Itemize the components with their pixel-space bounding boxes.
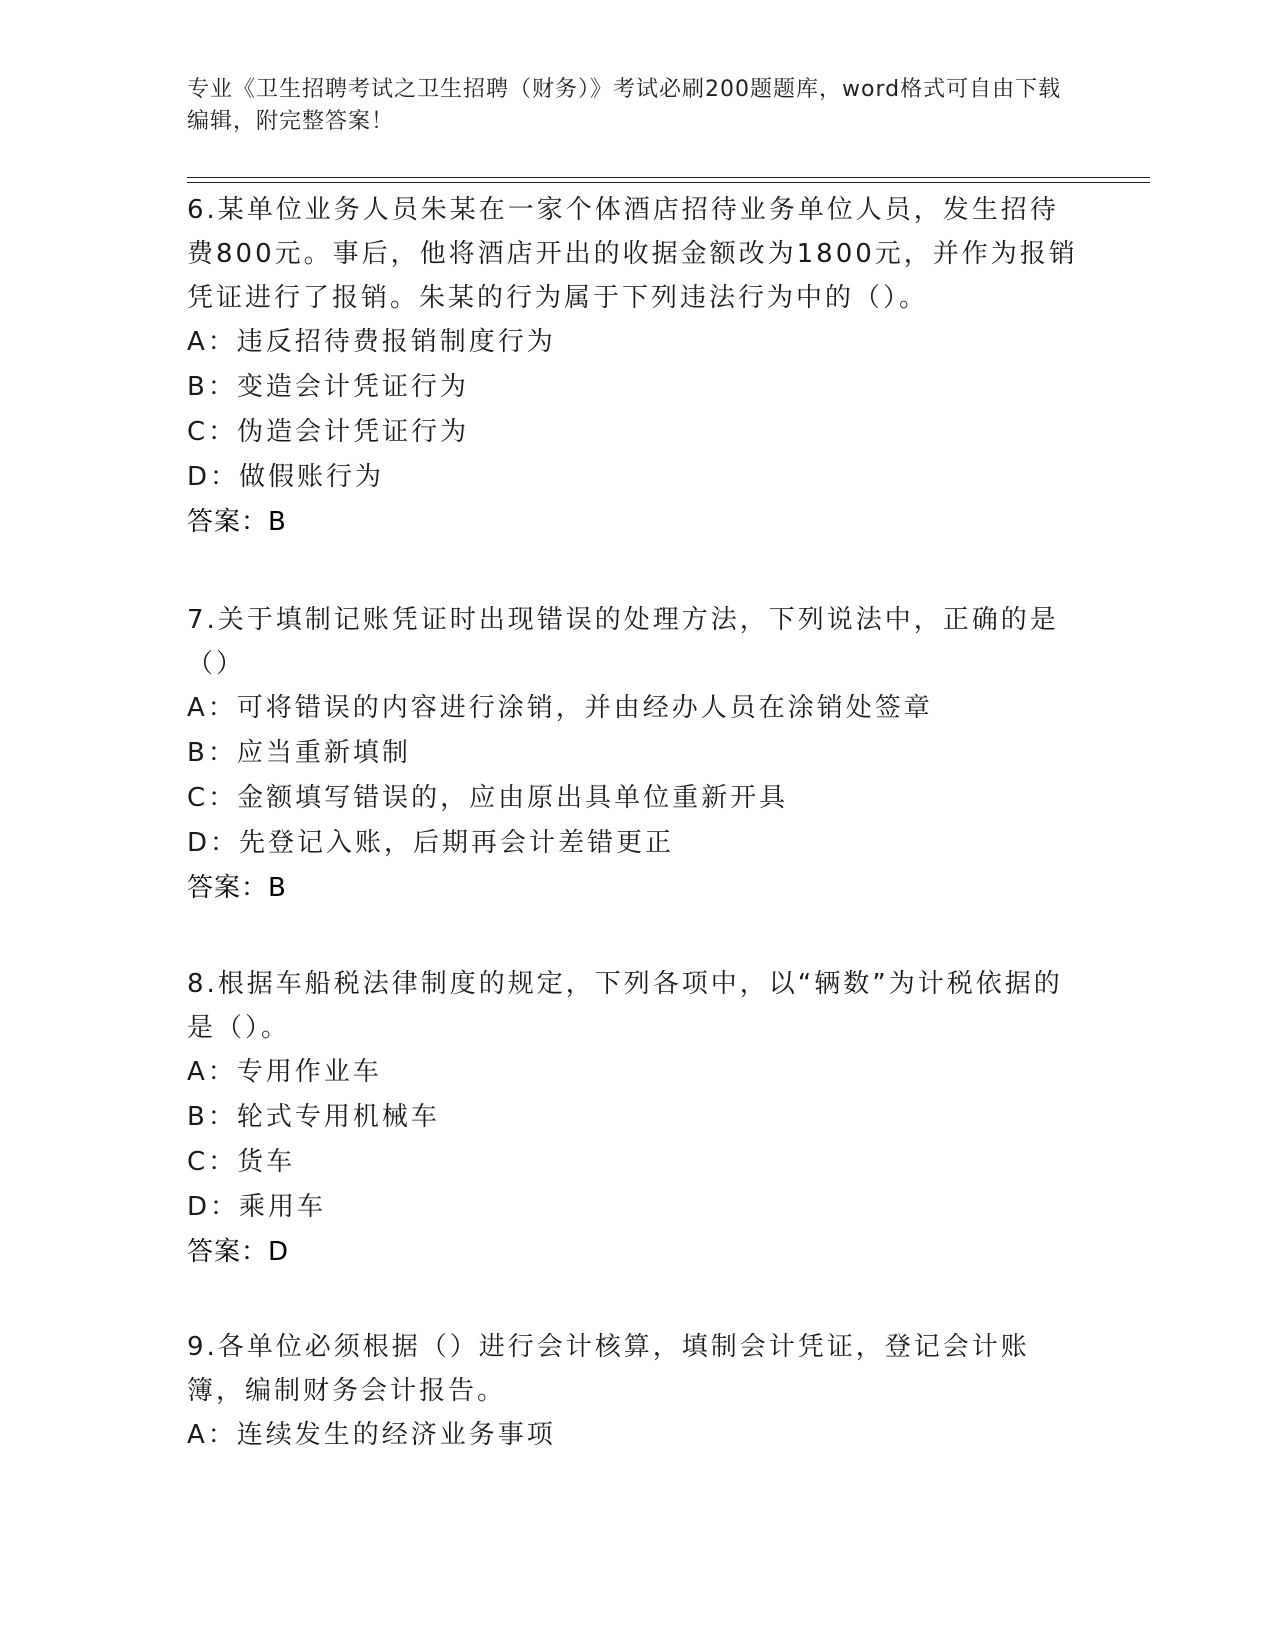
option-b: B：应当重新填制 xyxy=(187,738,411,768)
header-rule-top xyxy=(187,177,1150,178)
question-6 xyxy=(187,188,1087,545)
option-b: B：变造会计凭证行为 xyxy=(187,372,469,402)
question-7 xyxy=(187,598,1087,911)
question-8 xyxy=(187,962,1087,1275)
answer: 答案：B xyxy=(187,873,287,903)
question-stem: 9.各单位必须根据（）进行会计核算，填制会计凭证，登记会计账簿，编制财务会计报告。 xyxy=(187,1332,1030,1406)
document-title: 专业《卫生招聘考试之卫生招聘（财务）》考试必刷200题题库，word格式可自由下载编辑，附完整答案！ xyxy=(187,77,1062,134)
option-d: D：乘用车 xyxy=(187,1192,327,1222)
option-c: C：伪造会计凭证行为 xyxy=(187,417,470,447)
header-rule-bottom xyxy=(187,182,1150,183)
option-d: D：做假账行为 xyxy=(187,462,385,492)
answer: 答案：B xyxy=(187,507,287,537)
question-stem: 7.关于填制记账凭证时出现错误的处理方法，下列说法中，正确的是（） xyxy=(187,605,1059,679)
question-stem: 8.根据车船税法律制度的规定，下列各项中，以“辆数”为计税依据的是（）。 xyxy=(187,969,1063,1043)
question-9 xyxy=(187,1325,1087,1458)
option-d: D：先登记入账，后期再会计差错更正 xyxy=(187,828,675,858)
option-b: B：轮式专用机械车 xyxy=(187,1102,440,1132)
answer: 答案：D xyxy=(187,1237,290,1267)
option-c: C：金额填写错误的，应由原出具单位重新开具 xyxy=(187,783,789,813)
option-a: A：连续发生的经济业务事项 xyxy=(187,1420,556,1450)
option-a: A：可将错误的内容进行涂销，并由经办人员在涂销处签章 xyxy=(187,693,933,723)
option-a: A：专用作业车 xyxy=(187,1057,382,1087)
option-c: C：货车 xyxy=(187,1147,296,1177)
question-stem: 6.某单位业务人员朱某在一家个体酒店招待业务单位人员，发生招待费800元。事后，他将酒店开出的收据金额改为1800元，并作为报销凭证进行了报销。朱某的行为属于下列违法行为中的（）。 xyxy=(187,195,1078,313)
option-a: A：违反招待费报销制度行为 xyxy=(187,327,556,357)
